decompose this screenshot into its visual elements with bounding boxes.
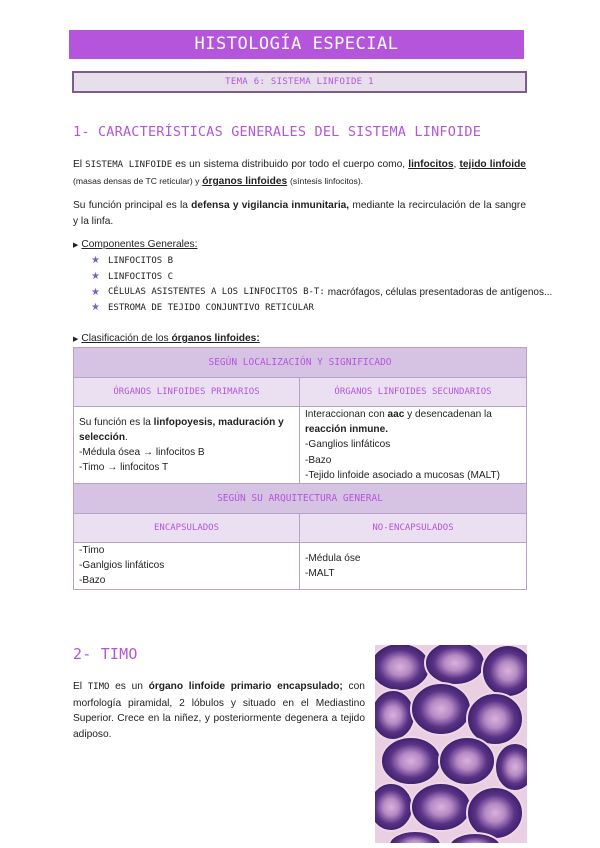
topic-subtitle: TEMA 6: SISTEMA LINFOIDE 1 [72,71,527,93]
term-organos-linfoides: órganos linfoides [202,175,288,187]
classification-heading: ▶ Clasificación de los órganos linfoides: [73,333,260,344]
cell-primarios: Su función es la linfopoyesis, maduración y selección. -Médula ósea → linfocitos B -Timo → linfocitos T [74,407,300,484]
column-head-secundarios: ÓRGANOS LINFOIDES SECUNDARIOS [300,378,527,407]
cell-encapsulados: -Timo -Ganlgios linfáticos -Bazo [74,543,300,590]
list-item: ★ ESTROMA DE TEJIDO CONJUNTIVO RETICULAR [91,302,314,314]
star-icon: ★ [91,286,100,298]
list-item: ★ LINFOCITOS B [91,255,174,267]
star-icon: ★ [91,302,100,314]
star-icon: ★ [91,255,100,267]
timo-paragraph: El TIMO es un órgano linfoide primario encapsulado; con morfología piramidal, 2 lóbulos y situado en el Mediastino Superior. Crece en la niñez, y posteriormente degenera a tejido adiposo. [73,681,365,740]
function-paragraph: Su función principal es la defensa y vigilancia inmunitaria, mediante la recirculación de la sangre y la linfa. [73,200,526,227]
column-head-encapsulados: ENCAPSULADOS [74,514,300,543]
thymus-micrograph [375,645,527,843]
list-item: ★ LINFOCITOS C [91,271,174,283]
table-heading-arquitectura: SEGÚN SU ARQUITECTURA GENERAL [74,484,527,514]
column-head-primarios: ÓRGANOS LINFOIDES PRIMARIOS [74,378,300,407]
classification-table [73,347,527,590]
term-linfocitos: linfocitos [408,159,454,170]
cell-no-encapsulados: -Médula óse -MALT [300,543,527,590]
components-list [91,253,552,316]
cell-secundarios: Interaccionan con aac y desencadenan la reacción inmune. -Ganglios linfáticos -Bazo -Tejido linfoide asociado a mucosas (MALT) [300,407,527,484]
triangle-bullet-icon: ▶ [73,336,79,343]
term-sistema-linfoide: SISTEMA LINFOIDE [85,160,173,170]
list-item: ★ CÉLULAS ASISTENTES A LOS LINFOCITOS B-T: macrófagos, células presentadoras de antígenos... [91,286,553,298]
table-heading-localizacion: SEGÚN LOCALIZACIÓN Y SIGNIFICADO [74,348,527,378]
intro-paragraph: El SISTEMA LINFOIDE es un sistema distribuido por todo el cuerpo como, linfocitos, tejido linfoide (masas densas de TC reticular) y órganos linfoides (síntesis linfocitos). [73,159,526,187]
section-2-title: 2- TIMO [73,645,138,663]
term-timo: TIMO [87,682,110,692]
components-heading: ▶ Componentes Generales: [73,239,198,250]
star-icon: ★ [91,271,100,283]
column-head-no-encapsulados: NO-ENCAPSULADOS [300,514,527,543]
term-tejido-linfoide: tejido linfoide [459,159,526,170]
section-1-title: 1- CARACTERÍSTICAS GENERALES DEL SISTEMA LINFOIDE [73,124,482,140]
document-title: HISTOLOGÍA ESPECIAL [69,30,524,59]
triangle-bullet-icon: ▶ [73,242,79,249]
